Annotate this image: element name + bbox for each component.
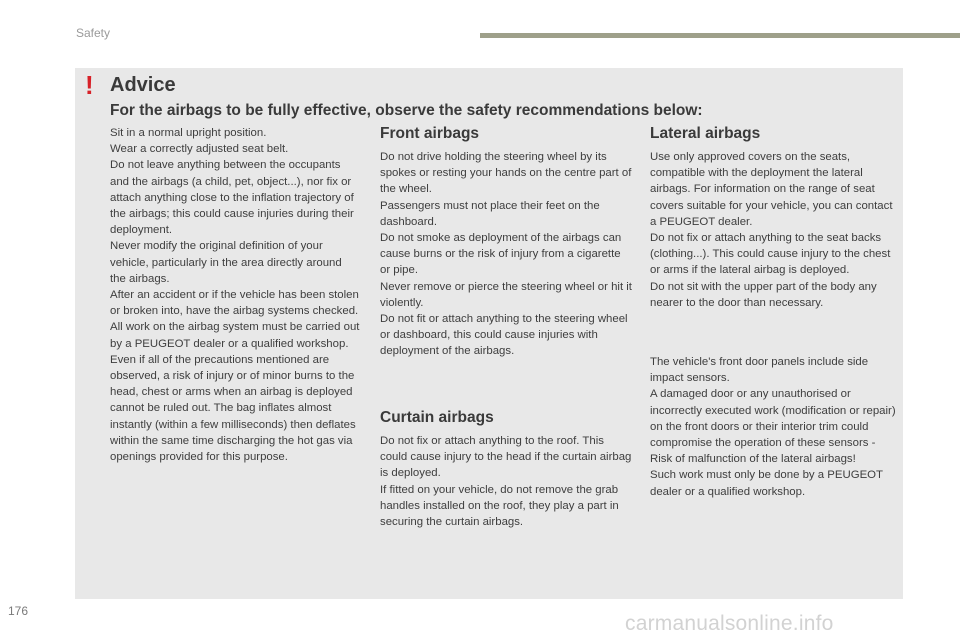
section-header: Safety xyxy=(76,26,111,40)
advice-subtitle: For the airbags to be fully effective, observe the safety recommendations below: xyxy=(110,102,703,119)
lateral-line: A damaged door or any unauthorised or incorrectly executed work (modification or repair) on the front doors or their interior trim could compromise the operation of these sensors - Risk of malfunction of the lateral airbags! xyxy=(650,388,896,466)
lateral-line: The vehicle's front door panels include side impact sensors. xyxy=(650,356,869,385)
general-line: Wear a correctly adjusted seat belt. xyxy=(110,143,289,156)
lateral-airbags-text xyxy=(650,149,900,311)
curtain-airbags-text xyxy=(380,433,632,530)
general-line: Sit in a normal upright position. xyxy=(110,127,267,139)
lateral-line: Such work must only be done by a PEUGEOT dealer or a qualified workshop. xyxy=(650,469,883,498)
curtain-line: If fitted on your vehicle, do not remove the grab handles installed on the roof, they play a part in securing the curtain airbags. xyxy=(380,483,619,529)
curtain-airbags-heading: Curtain airbags xyxy=(380,409,494,426)
general-line: Never modify the original definition of your vehicle, particularly in the area directly around the airbags. xyxy=(110,240,342,285)
general-recommendations xyxy=(110,125,360,465)
lateral-line: Do not fix or attach anything to the seat backs (clothing...). This could cause injury to the chest or arms if the lateral airbag is deployed. xyxy=(650,232,891,277)
general-line: After an accident or if the vehicle has been stolen or broken into, have the airbag systems checked. xyxy=(110,289,359,318)
front-line: Do not drive holding the steering wheel by its spokes or resting your hands on the centre part of the wheel. xyxy=(380,151,632,196)
lateral-line: Do not sit with the upper part of the body any nearer to the door than necessary. xyxy=(650,280,877,309)
watermark: carmanualsonline.info xyxy=(625,612,834,635)
front-line: Do not smoke as deployment of the airbags can cause burns or the risk of injury from a cigarette or pipe. xyxy=(380,232,622,277)
advice-title: Advice xyxy=(110,74,176,96)
door-sensors-text xyxy=(650,354,900,500)
front-line: Never remove or pierce the steering wheel or hit it violently. xyxy=(380,280,632,309)
lateral-line: Use only approved covers on the seats, compatible with the deployment the lateral airbags. For information on the range of seat covers suitable for your vehicle, you can contact a PEUGEOT dealer. xyxy=(650,151,893,228)
curtain-line: Do not fix or attach anything to the roof. This could cause injury to the head if the curtain airbag is deployed. xyxy=(380,435,632,480)
front-airbags-text xyxy=(380,149,632,360)
header-accent-bar xyxy=(480,33,960,38)
general-line: All work on the airbag system must be carried out by a PEUGEOT dealer or a qualified workshop. xyxy=(110,321,360,350)
warning-exclamation-icon: ! xyxy=(85,70,94,100)
front-airbags-heading: Front airbags xyxy=(380,125,480,142)
front-line: Do not fit or attach anything to the steering wheel or dashboard, this could cause injuries with deployment of the airbags. xyxy=(380,313,628,358)
general-line: Do not leave anything between the occupants and the airbags (a child, pet, object...), nor fix or attach anything close to the inflation trajectory of the airbags; this could cause injuries during their deployment. xyxy=(110,159,354,237)
general-line: Even if all of the precautions mentioned are observed, a risk of injury or of minor burns to the head, chest or arms when an airbag is deployed cannot be ruled out. The bag inflates almost instantly (within a few milliseconds) then deflates within the same time discharging the hot gas via openings provided for this purpose. xyxy=(110,353,356,464)
lateral-airbags-heading: Lateral airbags xyxy=(650,125,761,142)
page-number: 176 xyxy=(8,604,29,618)
front-line: Passengers must not place their feet on the dashboard. xyxy=(380,199,600,228)
